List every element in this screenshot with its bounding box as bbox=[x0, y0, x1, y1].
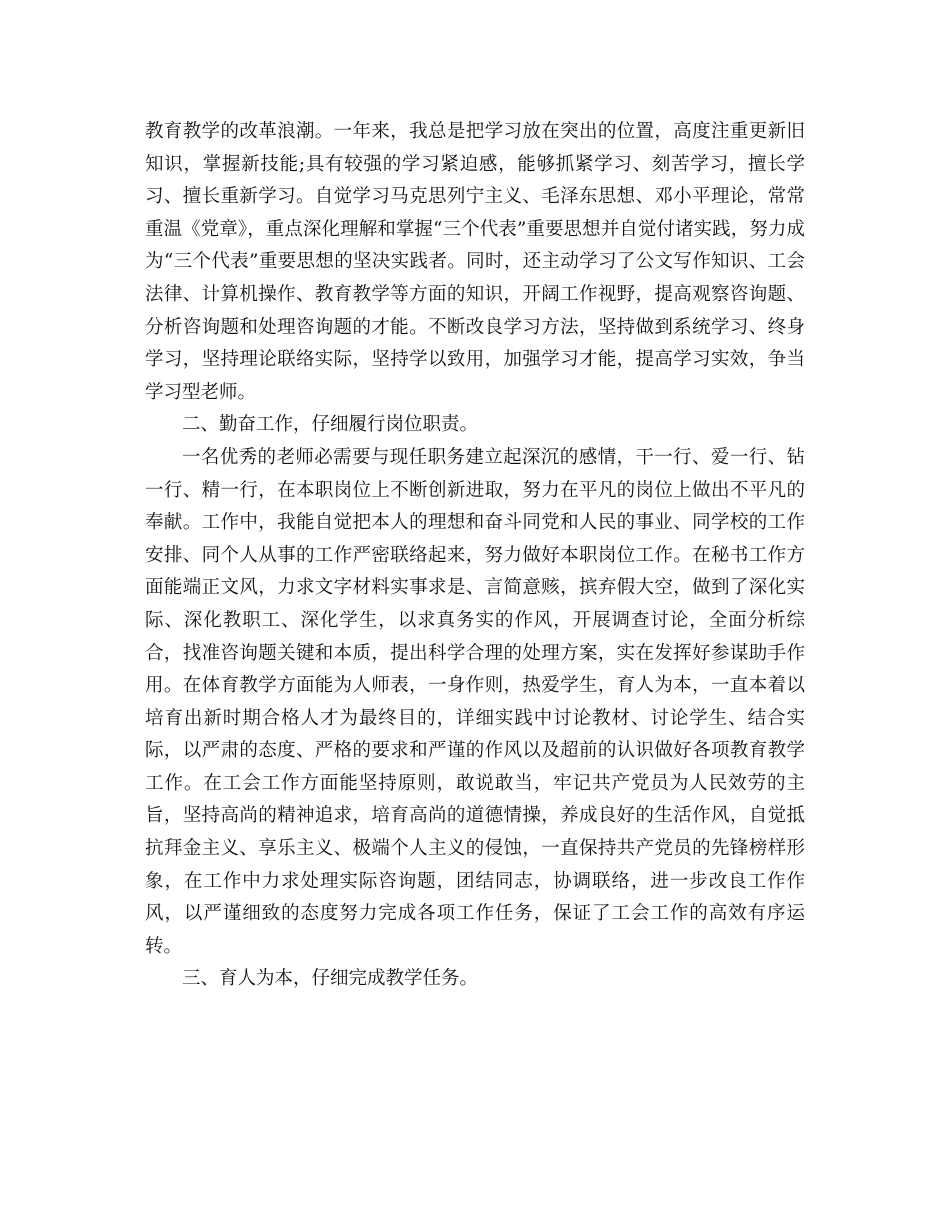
body-paragraph-1: 教育教学的改革浪潮。一年来，我总是把学习放在突出的位置，高度注重更新旧知识，掌握新技能;具有较强的学习紧迫感，能够抓紧学习、刻苦学习，擅长学习、擅长重新学习。自觉学习马克思列宁主义、毛泽东思想、邓小平理论，常常重温《党章》，重点深化理解和掌握“三个代表”重要思想并自觉付诸实践，努力成为“三个代表”重要思想的坚决实践者。同时，还主动学习了公文写作知识、工会法律、计算机操作、教育教学等方面的知识，开阔工作视野，提高观察咨询题、分析咨询题和处理咨询题的才能。不断改良学习方法，坚持做到系统学习、终身学习，坚持理论联络实际，坚持学以致用，加强学习才能，提高学习实效，争当学习型老师。 bbox=[145, 121, 805, 403]
section-heading-3: 三、育人为本，仔细完成教学任务。 bbox=[182, 968, 479, 990]
document-body bbox=[145, 116, 805, 996]
section-heading-2: 二、勤奋工作，仔细履行岗位职责。 bbox=[182, 414, 479, 436]
body-paragraph-2: 一名优秀的老师必需要与现任职务建立起深沉的感情，干一行、爱一行、钻一行、精一行，在本职岗位上不断创新进取，努力在平凡的岗位上做出不平凡的奉献。工作中，我能自觉把本人的理想和奋斗同党和人民的事业、同学校的工作安排、同个人从事的工作严密联络起来，努力做好本职岗位工作。在秘书工作方面能端正文风，力求文字材料实事求是、言简意赅，摈弃假大空，做到了深化实际、深化教职工、深化学生，以求真务实的作风，开展调查讨论，全面分析综合，找准咨询题关键和本质，提出科学合理的处理方案，实在发挥好参谋助手作用。在体育教学方面能为人师表，一身作则，热爱学生，育人为本，一直本着以培育出新时期合格人才为最终目的，详细实践中讨论教材、讨论学生、结合实际，以严肃的态度、严格的要求和严谨的作风以及超前的认识做好各项教育教学工作。在工会工作方面能坚持原则，敢说敢当，牢记共产党员为人民效劳的主旨，坚持高尚的精神追求，培育高尚的道德情操，养成良好的生活作风，自觉抵抗拜金主义、享乐主义、极端个人主义的侵蚀，一直保持共产党员的先锋榜样形象，在工作中力求处理实际咨询题，团结同志，协调联络，进一步改良工作作风，以严谨细致的态度努力完成各项工作任务，保证了工会工作的高效有序运转。 bbox=[145, 446, 805, 957]
